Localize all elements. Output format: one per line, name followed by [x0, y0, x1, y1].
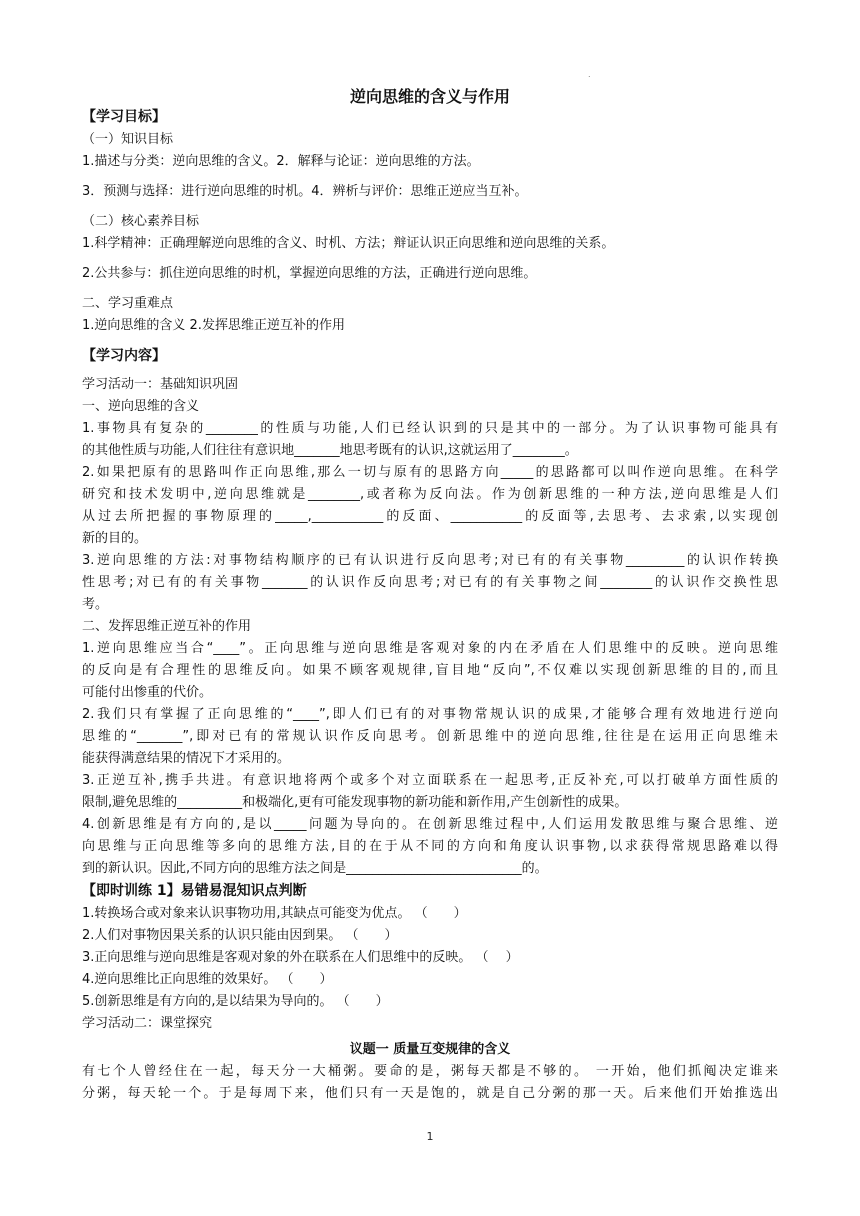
judgment-item: 3.正向思维与逆向思维是客观对象的外在联系在人们思维中的反映。 （ ）	[82, 950, 519, 965]
page-number: 1	[426, 1130, 434, 1143]
knowledge-goal-1: 1.描述与分类：逆向思维的含义。2．解释与论证：逆向思维的方法。	[82, 154, 480, 169]
key-points-heading: 二、学习重难点	[82, 296, 174, 311]
header-dot: .	[588, 70, 591, 79]
paragraph-1	[82, 418, 778, 462]
point-3	[82, 770, 778, 814]
section-2-heading: 二、发挥思维正逆互补的作用	[82, 619, 252, 634]
knowledge-goal-heading: （一）知识目标	[82, 132, 174, 147]
paragraph-line: 有七个人曾经住在一起，每天分一大桶粥。要命的是，粥每天都是不够的。 一开始，他们抓阄决定谁来	[82, 1064, 778, 1079]
topic-heading: 议题一 质量互变规律的含义	[349, 1042, 511, 1057]
paragraph-line: 向思维与正向思维等多向的思维方法,目的在于从不同的方向和角度认识事物,以求获得常规思路难以得	[82, 839, 778, 854]
judgment-item: 4.逆向思维比正向思维的效果好。 （ ）	[82, 972, 333, 987]
key-points-line: 1.逆向思维的含义 2.发挥思维正逆互补的作用	[82, 318, 345, 333]
paragraph-line: 3.正逆互补,携手共进。有意识地将两个或多个对立面联系在一起思考,正反补充,可以打破单方面性质的	[82, 773, 778, 788]
paragraph-line: 可能付出惨重的代价。	[82, 685, 213, 700]
judgment-item: 1.转换场合或对象来认识事物功用,其缺点可能变为优点。 （ ）	[82, 906, 467, 921]
paragraph-3	[82, 550, 778, 616]
core-goal-2: 2.公共参与：抓住逆向思维的时机，掌握逆向思维的方法，正确进行逆向思维。	[82, 266, 537, 281]
paragraph-line: 考。	[82, 597, 109, 612]
paragraph-line: 分粥，每天轮一个。于是每周下来，他们只有一天是饱的，就是自己分粥的那一天。后来他们开始推选出	[82, 1086, 778, 1101]
paragraph-line: 2.如果把原有的思路叫作正向思维,那么一切与原有的思路方向_____的思路都可以叫作逆向思维。在科学	[82, 465, 778, 480]
paragraph-line: 2.我们只有掌握了正向思维的“____”,即人们已有的对事物常规认识的成果,才能够合理有效地进行逆向	[82, 707, 778, 722]
activity-1-heading: 学习活动一：基础知识巩固	[82, 377, 239, 392]
paragraph-line: 到的新认识。因此,不同方向的思维方法之间是___________________________的。	[82, 861, 548, 876]
paragraph-line: 能获得满意结果的情况下才采用的。	[82, 751, 291, 766]
training-heading: 【即时训练 1】易错易混知识点判断	[82, 883, 307, 899]
paragraph-line: 新的目的。	[82, 531, 148, 546]
objectives-heading: 【学习目标】	[82, 109, 166, 125]
document-body	[82, 106, 778, 1105]
section-1-heading: 一、逆向思维的含义	[82, 399, 200, 414]
paragraph-2	[82, 462, 778, 550]
knowledge-goal-2: 3．预测与选择：进行逆向思维的时机。4．辨析与评价：思维正逆应当互补。	[82, 184, 528, 199]
paragraph-line: 1.逆向思维应当合“____”。正向思维与逆向思维是客观对象的内在矛盾在人们思维中的反映。逆向思维	[82, 641, 778, 656]
point-2	[82, 704, 778, 770]
paragraph-line: 的反向是有合理性的思维反向。如果不顾客观规律,盲目地“反向”,不仅难以实现创新思维的目的,而且	[82, 663, 778, 678]
core-goal-heading: （二）核心素养目标	[82, 214, 200, 229]
paragraph-line: 研究和技术发明中,逆向思维就是________,或者称为反向法。作为创新思维的一种方法,逆向思维是人们	[82, 487, 778, 502]
core-goal-1: 1.科学精神：正确理解逆向思维的含义、时机、方法；辩证认识正向思维和逆向思维的关系。	[82, 236, 615, 251]
page-title: 逆向思维的含义与作用	[349, 87, 510, 106]
paragraph-line: 思维的“_______”,即对已有的常规认识作反向思考。创新思维中的逆向思维,往往是在运用正向思维未	[82, 729, 778, 744]
content-heading: 【学习内容】	[82, 348, 166, 364]
paragraph-line: 3.逆向思维的方法:对事物结构顺序的已有认识进行反向思考;对已有的有关事物_________的认识作转换	[82, 553, 778, 568]
point-4	[82, 814, 778, 880]
paragraph-line: 的其他性质与功能,人们往往有意识地_______地思考既有的认识,这就运用了________。	[82, 443, 578, 458]
paragraph-line: 从过去所把握的事物原理的_____,___________的反面、___________的反面等,去思考、去求索,以实现创	[82, 509, 778, 524]
point-1	[82, 638, 778, 704]
paragraph-line: 限制,避免思维的__________和极端化,更有可能发现事物的新功能和新作用,产生创新性的成果。	[82, 795, 628, 810]
activity-2-heading: 学习活动二：课堂探究	[82, 1016, 213, 1031]
paragraph-line: 4.创新思维是有方向的,是以_____问题为导向的。在创新思维过程中,人们运用发散思维与聚合思维、逆	[82, 817, 778, 832]
paragraph-line: 性思考;对已有的有关事物_______的认识作反向思考;对已有的有关事物之间________的认识作交换性思	[82, 575, 778, 590]
judgment-item: 2.人们对事物因果关系的认识只能由因到果。 （ ）	[82, 928, 398, 943]
paragraph-line: 1.事物具有复杂的________的性质与功能,人们已经认识到的只是其中的一部分。为了认识事物可能具有	[82, 421, 778, 436]
judgment-item: 5.创新思维是有方向的,是以结果为导向的。 （ ）	[82, 994, 389, 1009]
